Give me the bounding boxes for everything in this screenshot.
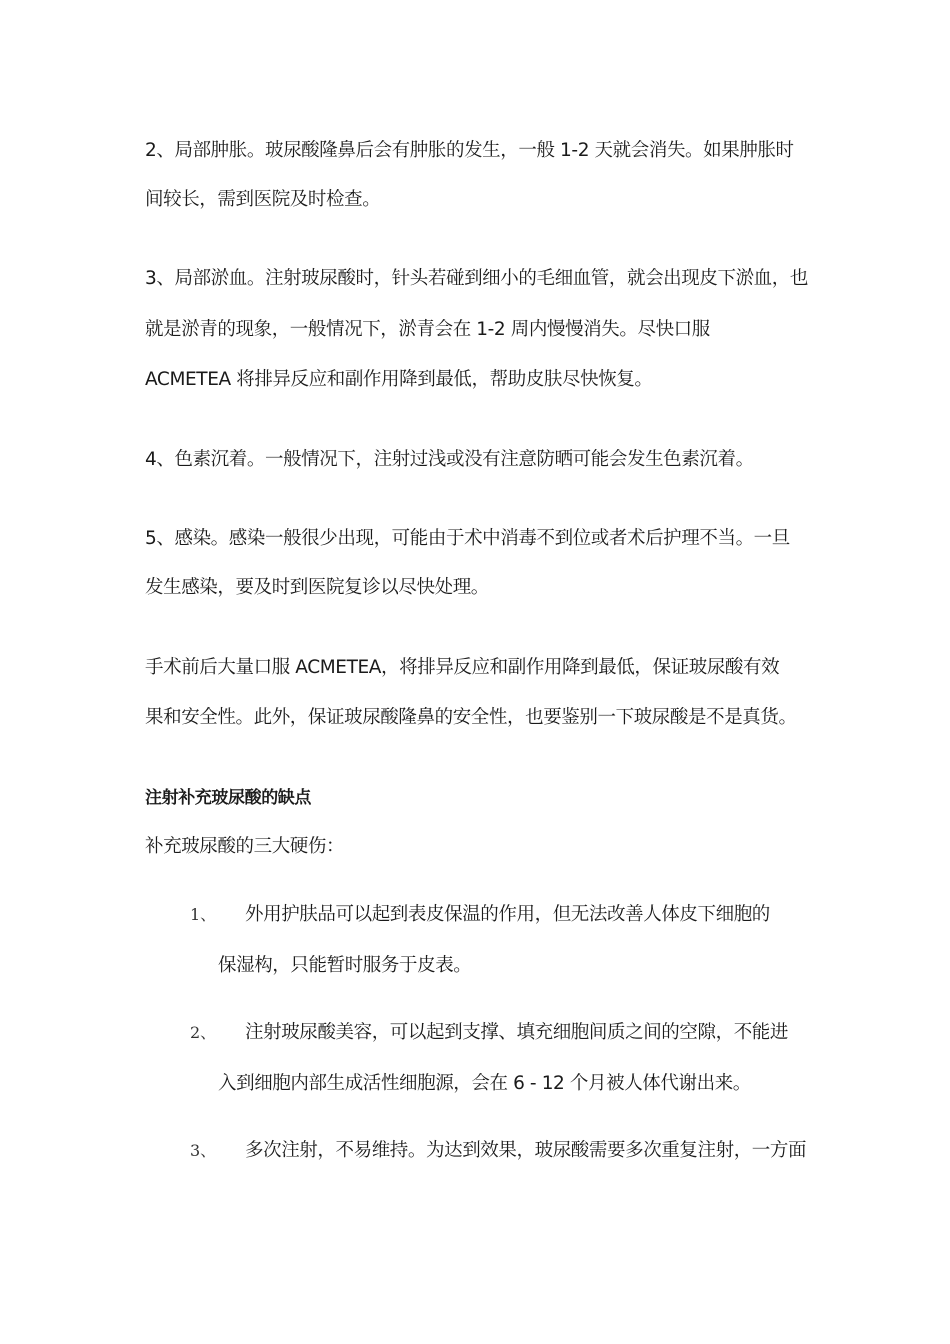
paragraph-3-line-3: ACMETEA 将排异反应和副作用降到最低，帮助皮肤尽快恢复。 <box>145 369 653 390</box>
paragraph-3-line-2: 就是淤青的现象，一般情况下，淤青会在 1-2 周内慢慢消失。尽快口服 <box>145 319 710 340</box>
list-item-2-line-1: 注射玻尿酸美容，可以起到支撑、填充细胞间质之间的空隙，不能进 <box>245 1022 789 1043</box>
paragraph-5-line-2: 发生感染，要及时到医院复诊以尽快处理。 <box>145 577 489 598</box>
paragraph-2-line-2: 间较长，需到医院及时检查。 <box>145 189 381 210</box>
paragraph-3-line-1: 3、局部淤血。注射玻尿酸时，针头若碰到细小的毛细血管，就会出现皮下淤血，也 <box>145 268 808 289</box>
paragraph-6-line-1: 手术前后大量口服 ACMETEA，将排异反应和副作用降到最低，保证玻尿酸有效 <box>145 657 780 678</box>
paragraph-5-line-1: 5、感染。感染一般很少出现，可能由于术中消毒不到位或者术后护理不当。一旦 <box>145 528 790 549</box>
list-item-1-number: 1、 <box>190 905 217 924</box>
list-item-2-line-2: 入到细胞内部生成活性细胞源，会在 6 - 12 个月被人体代谢出来。 <box>218 1073 751 1094</box>
list-item-3-line-1: 多次注射，不易维持。为达到效果，玻尿酸需要多次重复注射，一方面 <box>245 1140 807 1161</box>
section-heading: 注射补充玻尿酸的缺点 <box>145 788 311 808</box>
list-item-1-line-2: 保湿构，只能暂时服务于皮表。 <box>218 955 472 976</box>
list-item-1-line-1: 外用护肤品可以起到表皮保温的作用，但无法改善人体皮下细胞的 <box>245 904 770 925</box>
section-intro: 补充玻尿酸的三大硬伤： <box>145 836 345 857</box>
paragraph-6-line-2: 果和安全性。此外，保证玻尿酸隆鼻的安全性，也要鉴别一下玻尿酸是不是真货。 <box>145 707 797 728</box>
list-item-3-number: 3、 <box>190 1141 217 1160</box>
paragraph-4-line-1: 4、色素沉着。一般情况下，注射过浅或没有注意防晒可能会发生色素沉着。 <box>145 449 754 470</box>
paragraph-2-line-1: 2、局部肿胀。玻尿酸隆鼻后会有肿胀的发生，一般 1-2 天就会消失。如果肿胀时 <box>145 140 794 161</box>
list-item-2-number: 2、 <box>190 1023 217 1042</box>
